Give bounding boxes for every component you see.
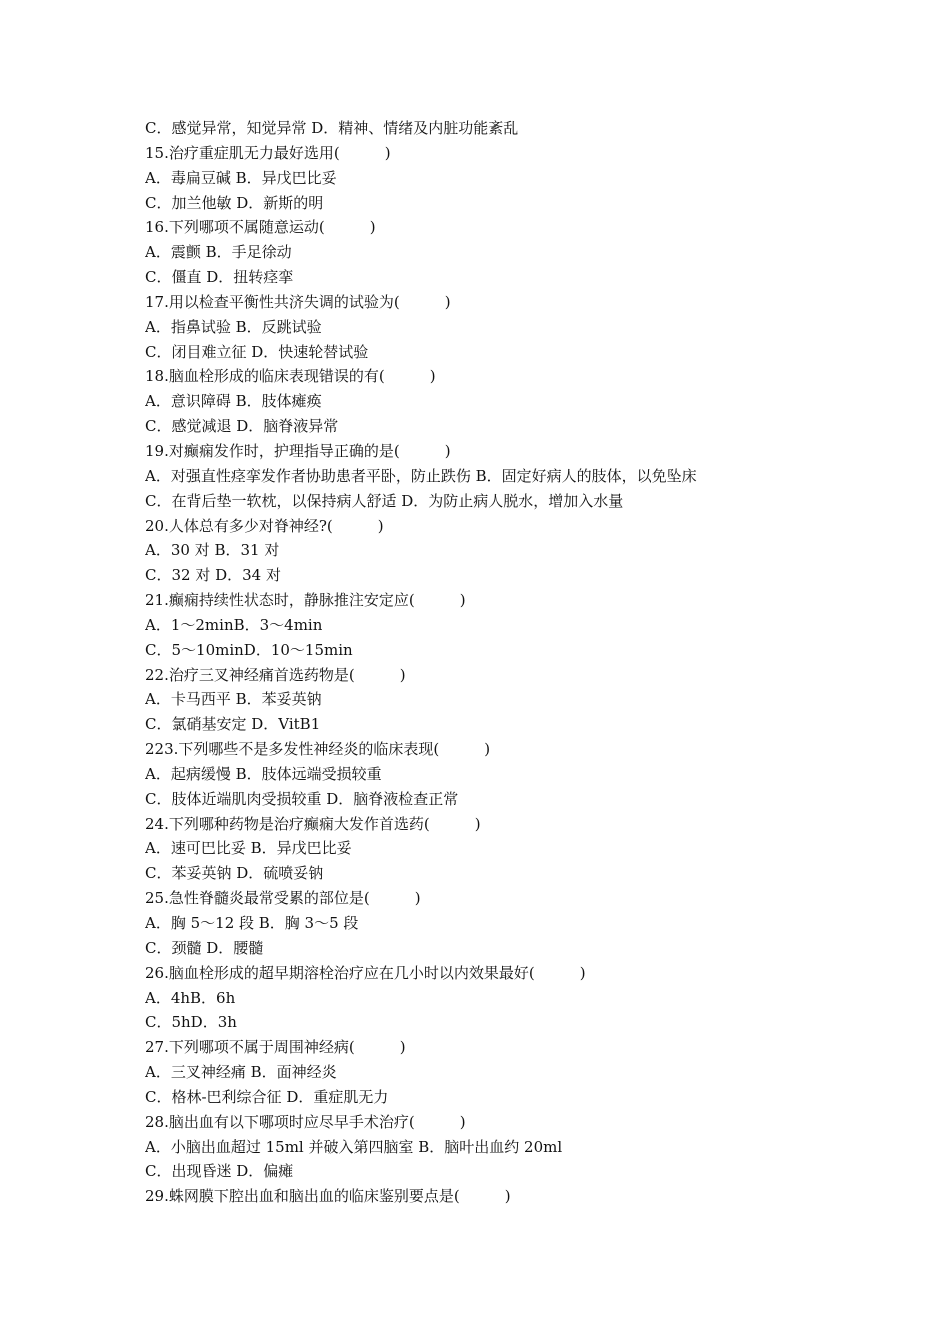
text-line: C．苯妥英钠 D．硫喷妥钠 <box>145 864 324 883</box>
text-line: 15.治疗重症肌无力最好选用( ) <box>145 143 391 162</box>
text-line: C．感觉异常，知觉异常 D．精神、情绪及内脏功能紊乱 <box>145 119 519 137</box>
text-line: 26.脑血栓形成的超早期溶栓治疗应在几小时以内效果最好( ) <box>145 963 586 982</box>
text-line: 16.下列哪项不属随意运动( ) <box>145 218 376 237</box>
text-line: 21.癫痫持续性状态时，静脉推注安定应( ) <box>145 591 466 610</box>
text-line: A．对强直性痉挛发作者协助患者平卧，防止跌伤 B．固定好病人的肢体，以免坠床 <box>145 466 697 485</box>
text-line: 28.脑出血有以下哪项时应尽早手术治疗( ) <box>145 1112 466 1131</box>
text-line: C．在背后垫一软枕，以保持病人舒适 D．为防止病人脱水，增加入水量 <box>145 491 624 510</box>
text-line: 18.脑血栓形成的临床表现错误的有( ) <box>145 367 436 386</box>
text-line: C．氯硝基安定 D．VitB1 <box>145 715 321 734</box>
text-line: 25.急性脊髓炎最常受累的部位是( ) <box>145 889 421 908</box>
text-line: C．5～10minD．10～15min <box>145 640 353 659</box>
text-line: A．震颤 B．手足徐动 <box>145 243 292 262</box>
text-line: A．速可巴比妥 B．异戊巴比妥 <box>145 839 352 858</box>
text-line: 223.下列哪些不是多发性神经炎的临床表现( ) <box>145 740 491 759</box>
text-line: 24.下列哪种药物是治疗癫痫大发作首选药( ) <box>145 814 481 833</box>
text-line: A．胸 5～12 段 B．胸 3～5 段 <box>145 914 359 932</box>
text-line: A．起病缓慢 B．肢体远端受损较重 <box>145 764 382 783</box>
text-line: C．加兰他敏 D．新斯的明 <box>145 193 324 212</box>
text-line: 27.下列哪项不属于周围神经病( ) <box>145 1038 406 1057</box>
text-line: A．1～2minB．3～4min <box>145 615 323 634</box>
text-line: A．小脑出血超过 15ml 并破入第四脑室 B．脑叶出血约 20ml <box>145 1137 563 1156</box>
text-line: A．三叉神经痛 B．面神经炎 <box>145 1063 337 1082</box>
text-line: 19.对癫痫发作时，护理指导正确的是( ) <box>145 441 451 460</box>
text-line: A．卡马西平 B．苯妥英钠 <box>145 690 322 709</box>
text-line: A．毒扁豆碱 B．异戊巴比妥 <box>145 168 337 187</box>
text-line: C．32 对 D．34 对 <box>145 566 281 585</box>
text-line: 29.蛛网膜下腔出血和脑出血的临床鉴别要点是( ) <box>145 1187 511 1206</box>
text-line: C．感觉减退 D．脑脊液异常 <box>145 417 339 436</box>
text-line: C．肢体近端肌肉受损较重 D．脑脊液检查正常 <box>145 789 459 808</box>
text-line: C．格林-巴利综合征 D．重症肌无力 <box>145 1087 389 1106</box>
text-line: C．5hD．3h <box>145 1013 237 1032</box>
text-line: 20.人体总有多少对脊神经?( ) <box>145 516 384 535</box>
text-line: A．30 对 B．31 对 <box>145 541 280 560</box>
text-line: C．出现昏迷 D．偏瘫 <box>145 1162 294 1181</box>
question-text-block <box>145 116 825 1209</box>
text-line: 17.用以检查平衡性共济失调的试验为( ) <box>145 292 451 311</box>
text-line: C．颈髓 D．腰髓 <box>145 938 264 957</box>
text-line: 22.治疗三叉神经痛首选药物是( ) <box>145 665 406 684</box>
text-line: A．指鼻试验 B．反跳试验 <box>145 317 322 336</box>
text-line: C．闭目难立征 D．快速轮替试验 <box>145 342 369 361</box>
text-line: A．4hB．6h <box>145 988 236 1007</box>
text-line: C．僵直 D．扭转痉挛 <box>145 268 294 287</box>
text-line: A．意识障碍 B．肢体瘫痪 <box>145 392 322 411</box>
